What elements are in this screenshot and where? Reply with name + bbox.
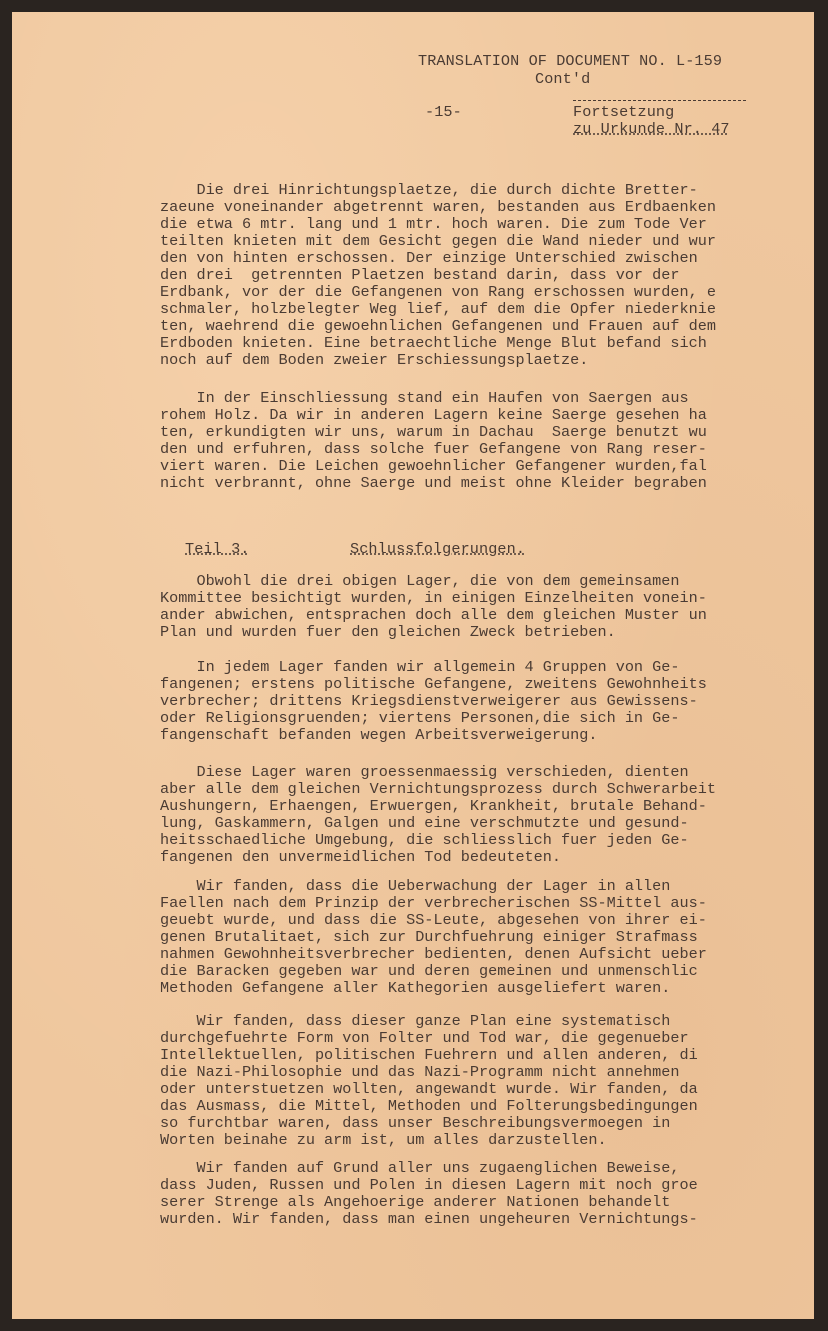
text-line: Die drei Hinrichtungsplaetze, die durch dichte Bretter- xyxy=(160,182,698,199)
text-line: fangenen den unvermeidlichen Tod bedeuteten. xyxy=(160,849,562,866)
reference-line-2: zu Urkunde Nr. 47 xyxy=(573,120,730,138)
text-line: In jedem Lager fanden wir allgemein 4 Gruppen von Ge- xyxy=(160,659,680,676)
text-line: serer Strenge als Angehoerige anderer Nationen behandelt xyxy=(160,1194,671,1211)
section-title: Schlussfolgerungen. xyxy=(350,540,526,558)
text-line: so furchtbar waren, dass unser Beschreibungsvermoegen in xyxy=(160,1115,671,1132)
text-line: zaeune voneinander abgetrennt waren, bestanden aus Erdbaenken xyxy=(160,199,716,216)
text-line: verbrecher; drittens Kriegsdienstverweigerer aus Gewissens- xyxy=(160,693,698,710)
text-line: aber alle dem gleichen Vernichtungsprozess durch Schwerarbeit xyxy=(160,781,716,798)
text-line: heitsschaedliche Umgebung, die schliesslich fuer jeden Ge- xyxy=(160,832,689,849)
paragraph xyxy=(160,1160,770,1228)
paragraph xyxy=(160,1013,770,1149)
text-line: durchgefuehrte Form von Folter und Tod war, die gegenueber xyxy=(160,1030,689,1047)
text-line: den und erfuhren, dass solche fuer Gefangene von Rang reser- xyxy=(160,441,707,458)
page-number: -15- xyxy=(425,103,462,121)
paragraph xyxy=(160,764,770,866)
text-line: noch auf dem Boden zweier Erschiessungsplaetze. xyxy=(160,352,589,369)
text-line: nahmen Gewohnheitsverbrecher bedienten, denen Aufsicht ueber xyxy=(160,946,707,963)
text-line: Obwohl die drei obigen Lager, die von dem gemeinsamen xyxy=(160,573,680,590)
text-line: wurden. Wir fanden, dass man einen ungeheuren Vernichtungs- xyxy=(160,1211,698,1228)
text-line: die etwa 6 mtr. lang und 1 mtr. hoch waren. Die zum Tode Ver xyxy=(160,216,707,233)
text-line: ander abwichen, entsprachen doch alle dem gleichen Muster un xyxy=(160,607,707,624)
text-line: fangenen; erstens politische Gefangene, zweitens Gewohnheits xyxy=(160,676,707,693)
text-line: Wir fanden, dass die Ueberwachung der Lager in allen xyxy=(160,878,671,895)
text-line: Worten beinahe zu arm ist, um alles darzustellen. xyxy=(160,1132,607,1149)
document-title: TRANSLATION OF DOCUMENT NO. L-159 xyxy=(418,52,723,70)
text-line: Erdbank, vor der die Gefangenen von Rang erschossen wurden, e xyxy=(160,284,716,301)
continued-label: Cont'd xyxy=(535,70,591,88)
section-label: Teil 3. xyxy=(185,540,250,558)
text-line: den von hinten erschossen. Der einzige Unterschied zwischen xyxy=(160,250,698,267)
text-line: Intellektuellen, politischen Fuehrern und allen anderen, di xyxy=(160,1047,698,1064)
text-line: dass Juden, Russen und Polen in diesen Lagern mit noch groe xyxy=(160,1177,698,1194)
paragraph xyxy=(160,573,770,641)
reference-line-1: Fortsetzung xyxy=(573,100,746,121)
text-line: Wir fanden, dass dieser ganze Plan eine systematisch xyxy=(160,1013,671,1030)
text-line: rohem Holz. Da wir in anderen Lagern keine Saerge gesehen ha xyxy=(160,407,707,424)
text-line: viert waren. Die Leichen gewoehnlicher Gefangener wurden,fal xyxy=(160,458,707,475)
text-line: teilten knieten mit dem Gesicht gegen die Wand nieder und wur xyxy=(160,233,716,250)
text-line: Diese Lager waren groessenmaessig verschieden, dienten xyxy=(160,764,689,781)
paragraph xyxy=(160,182,770,369)
text-line: Methoden Gefangene aller Kathegorien ausgeliefert waren. xyxy=(160,980,671,997)
text-line: die Baracken gegeben war und deren gemeinen und unmenschlic xyxy=(160,963,698,980)
paragraph xyxy=(160,878,770,997)
text-line: Plan und wurden fuer den gleichen Zweck betrieben. xyxy=(160,624,616,641)
text-line: Kommittee besichtigt wurden, in einigen Einzelheiten vonein- xyxy=(160,590,707,607)
text-line: Faellen nach dem Prinzip der verbrecherischen SS-Mittel aus- xyxy=(160,895,707,912)
text-line: lung, Gaskammern, Galgen und eine verschmutzte und gesund- xyxy=(160,815,689,832)
paragraph xyxy=(160,390,770,492)
text-line: fangenschaft befanden wegen Arbeitsverweigerung. xyxy=(160,727,598,744)
text-line: den drei getrennten Plaetzen bestand darin, dass vor der xyxy=(160,267,680,284)
text-line: das Ausmass, die Mittel, Methoden und Folterungsbedingungen xyxy=(160,1098,698,1115)
text-line: Erdboden knieten. Eine betraechtliche Menge Blut befand sich xyxy=(160,335,707,352)
text-line: die Nazi-Philosophie und das Nazi-Programm nicht annehmen xyxy=(160,1064,680,1081)
text-line: ten, erkundigten wir uns, warum in Dachau Saerge benutzt wu xyxy=(160,424,707,441)
text-line: genen Brutalitaet, sich zur Durchfuehrung einiger Strafmass xyxy=(160,929,698,946)
text-line: oder unterstuetzen wollten, angewandt wurde. Wir fanden, da xyxy=(160,1081,698,1098)
text-line: schmaler, holzbelegter Weg lief, auf dem die Opfer niederknie xyxy=(160,301,716,318)
text-line: In der Einschliessung stand ein Haufen von Saergen aus xyxy=(160,390,689,407)
paragraph xyxy=(160,659,770,744)
text-line: oder Religionsgruenden; viertens Personen,die sich in Ge- xyxy=(160,710,680,727)
text-line: Aushungern, Erhaengen, Erwuergen, Krankheit, brutale Behand- xyxy=(160,798,707,815)
text-line: ten, waehrend die gewoehnlichen Gefangenen und Frauen auf dem xyxy=(160,318,716,335)
text-line: nicht verbrannt, ohne Saerge und meist ohne Kleider begraben xyxy=(160,475,707,492)
text-line: geuebt wurde, und dass die SS-Leute, abgesehen von ihrer ei- xyxy=(160,912,707,929)
text-line: Wir fanden auf Grund aller uns zugaenglichen Beweise, xyxy=(160,1160,680,1177)
